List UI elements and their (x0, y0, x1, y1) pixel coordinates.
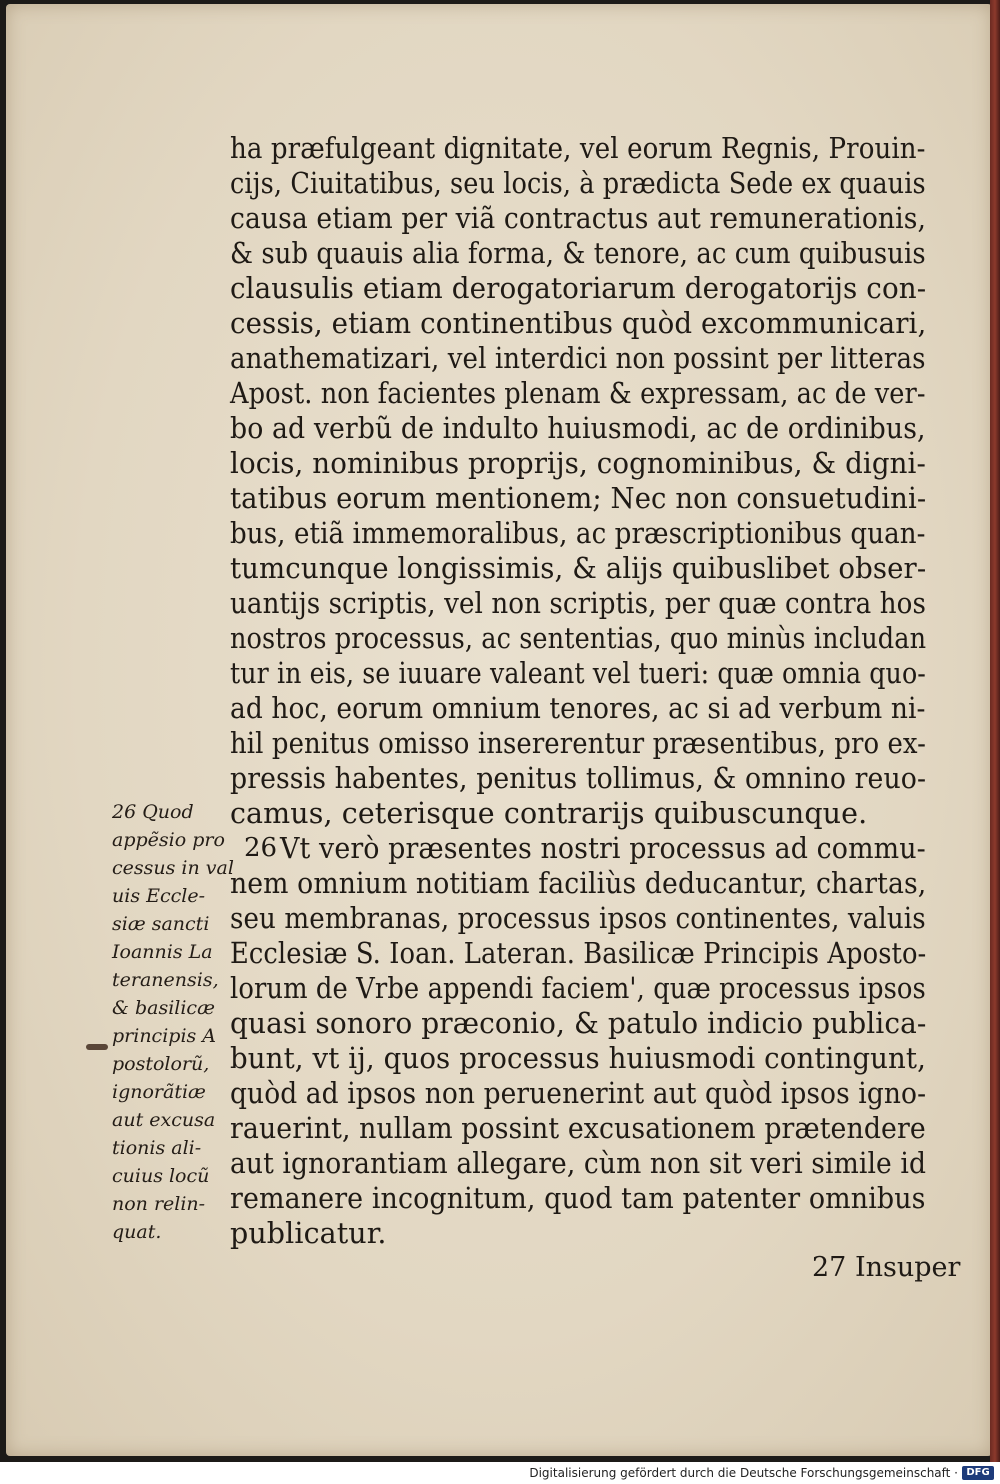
margin-note-line: principis A (112, 1025, 217, 1047)
book-binding-edge (990, 0, 1000, 1462)
margin-note-line: postolorũ, (112, 1053, 210, 1075)
body-line: tatibus eorum mentionem; Nec non consuetudini- (230, 482, 927, 515)
body-line: publicatur. (230, 1217, 387, 1250)
body-line: ha præfulgeant dignitate, vel eorum Regnis, Prouin- (230, 132, 926, 165)
section-number: 26 (244, 833, 278, 863)
body-line: anathematizari, vel interdici non possint per litteras (230, 342, 926, 375)
paper-page (6, 4, 992, 1456)
catchword: 27 Insuper (812, 1252, 961, 1283)
body-line: & sub quauis alia forma, & tenore, ac cum quibusuis (230, 237, 926, 270)
margin-note-line: appẽsio pro (112, 829, 225, 851)
body-line: remanere incognitum, quod tam patenter omnibus (230, 1182, 926, 1215)
body-line: tur in eis, se iuuare valeant vel tueri: quæ omnia quo- (230, 657, 926, 690)
body-line: hil penitus omisso insererentur præsentibus, pro ex- (230, 727, 927, 760)
body-line: bus, etiã immemoralibus, ac præscriptionibus quan- (230, 517, 926, 550)
body-line: bo ad verbũ de indulto huiusmodi, ac de ordinibus, (230, 412, 926, 445)
footer-bar (0, 1462, 1000, 1484)
margin-note-line: Ioannis La (112, 941, 213, 963)
dfg-logo: DFG (962, 1466, 994, 1480)
body-line: bunt, vt ij, quos processus huiusmodi contingunt, (230, 1042, 927, 1075)
body-line: pressis habentes, penitus tollimus, & omnino reuo- (230, 762, 927, 795)
margin-note-line: siæ sancti (112, 913, 210, 935)
margin-note-line: uis Eccle- (112, 885, 205, 907)
body-line: cijs, Ciuitatibus, seu locis, à prædicta Sede ex quauis (230, 167, 926, 200)
body-line: nem omnium notitiam faciliùs deducantur, chartas, (230, 867, 927, 900)
body-line: ad hoc, eorum omnium tenores, ac si ad verbum ni- (230, 692, 926, 725)
margin-note-line: 26 Quod (112, 801, 194, 823)
margin-note-line: & basilicæ (112, 997, 215, 1019)
margin-note-line: tionis ali- (112, 1137, 202, 1159)
body-line: causa etiam per viã contractus aut remunerationis, (230, 202, 927, 235)
margin-note-line: cessus in val (112, 857, 234, 879)
body-line: uantijs scriptis, vel non scriptis, per quæ contra hos (230, 587, 927, 620)
body-line: locis, nominibus proprijs, cognominibus, & digni- (230, 447, 926, 480)
margin-note-line: cuius locũ (112, 1165, 210, 1187)
body-line: aut ignorantiam allegare, cùm non sit veri simile id (230, 1147, 927, 1180)
body-line: seu membranas, processus ipsos continentes, valuis (230, 902, 926, 935)
body-line: Ecclesiæ S. Ioan. Lateran. Basilicæ Principis Aposto- (230, 937, 927, 970)
ink-mark (86, 1044, 108, 1050)
body-line: cessis, etiam continentibus quòd excommunicari, (230, 307, 927, 340)
body-line: lorum de Vrbe appendi faciem', quæ processus ipsos (230, 972, 926, 1005)
margin-note-line: aut excusa (112, 1109, 216, 1131)
margin-note-line: quat. (112, 1221, 162, 1243)
body-line: clausulis etiam derogatoriarum derogatorijs con- (230, 272, 927, 305)
body-line: nostros processus, ac sententias, quo minùs includan (230, 622, 927, 655)
body-line: camus, ceterisque contrarijs quibuscunque. (230, 797, 868, 830)
body-line: tumcunque longissimis, & alijs quibuslibet obser- (230, 552, 927, 585)
body-line: quasi sonoro præconio, & patulo indicio publica- (230, 1007, 927, 1040)
margin-note-line: non relin- (112, 1193, 206, 1215)
margin-note-line: teranensis, (112, 969, 219, 991)
body-line: Vt verò præsentes nostri processus ad commu- (280, 832, 926, 865)
body-line: rauerint, nullam possint excusationem prætendere (230, 1112, 926, 1145)
footer-credit: Digitalisierung gefördert durch die Deutsche Forschungsgemeinschaft · (529, 1466, 958, 1480)
body-line: Apost. non facientes plenam & expressam, ac de ver- (230, 377, 926, 410)
margin-note-line: ignorãtiæ (112, 1081, 206, 1103)
body-line: quòd ad ipsos non peruenerint aut quòd ipsos igno- (230, 1077, 927, 1110)
